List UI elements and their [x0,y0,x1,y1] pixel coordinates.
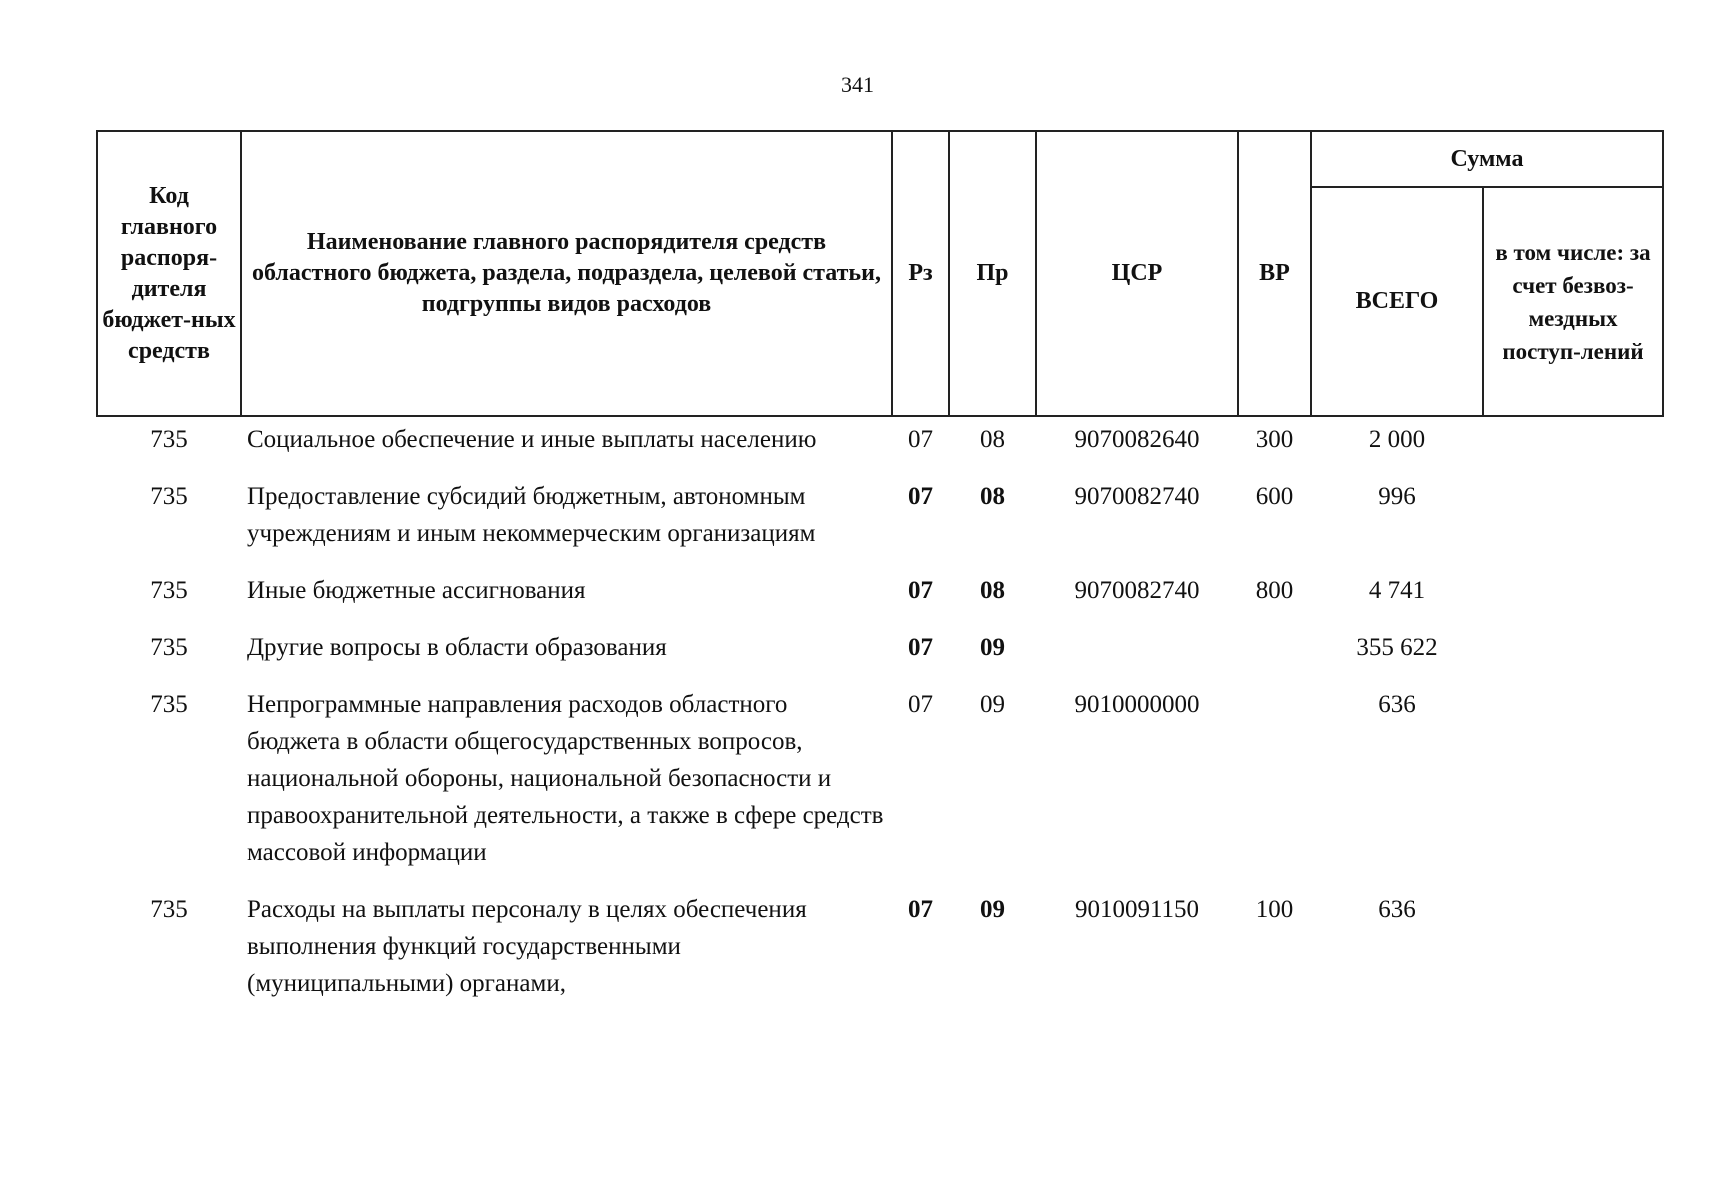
cell-pr: 08 [980,426,1005,453]
table-row [97,572,1663,629]
cell-vr [1238,629,1311,686]
cell-total: 636 [1378,691,1416,718]
table-row [97,416,1663,478]
cell-pr: 08 [980,577,1005,604]
header-sum: Сумма [1311,131,1663,187]
header-name: Наименование главного распорядителя средств областного бюджета, раздела, подраздела, целевой статьи, подгруппы видов расходов [241,131,892,416]
cell-name: Другие вопросы в области образования [247,634,667,661]
cell-grants [1483,629,1663,686]
cell-csr: 9010091150 [1074,896,1200,923]
cell-name: Иные бюджетные ассигнования [247,577,586,604]
cell-pr: 09 [980,634,1005,661]
cell-grants [1483,686,1663,891]
header-row-top [97,131,1663,187]
table-row [97,891,1663,1022]
cell-code: 735 [150,577,188,604]
cell-total: 636 [1378,896,1416,923]
cell-total: 355 622 [1356,634,1438,661]
cell-vr: 300 [1255,426,1294,453]
cell-total: 4 741 [1368,577,1426,604]
header-rz: Рз [892,131,949,416]
cell-pr: 09 [980,691,1005,718]
cell-csr [1036,629,1238,686]
cell-code: 735 [150,483,188,510]
budget-table [96,130,1664,1022]
cell-vr [1238,686,1311,891]
cell-name: Предоставление субсидий бюджетным, автономным учреждениям и иным некоммерческим организациям [247,483,816,547]
cell-name: Непрограммные направления расходов областного бюджета в области общегосударственных вопросов, национальной обороны, национальной безопасности и правоохранительной деятельности, а также в сфере средств массовой информации [247,691,884,866]
cell-rz: 07 [908,577,933,604]
cell-grants [1483,572,1663,629]
header-vr: ВР [1238,131,1311,416]
cell-pr: 09 [980,896,1005,923]
cell-total: 2 000 [1368,426,1426,453]
cell-code: 735 [150,896,188,923]
page-number: 341 [841,72,874,97]
cell-rz: 07 [908,691,933,718]
header-grants: в том числе: за счет безвоз-мездных поступ-лений [1483,187,1663,416]
cell-csr: 9070082740 [1074,483,1200,510]
header-pr: Пр [949,131,1036,416]
cell-grants [1483,416,1663,478]
cell-name: Социальное обеспечение и иные выплаты населению [247,426,817,453]
header-csr: ЦСР [1036,131,1238,416]
cell-rz: 07 [908,483,933,510]
cell-grants [1483,891,1663,1022]
cell-csr: 9010000000 [1074,691,1200,718]
cell-rz: 07 [908,896,933,923]
cell-code: 735 [150,426,188,453]
cell-grants [1483,478,1663,572]
cell-rz: 07 [908,634,933,661]
cell-total: 996 [1378,483,1416,510]
cell-vr: 100 [1255,896,1294,923]
cell-code: 735 [150,634,188,661]
cell-vr: 800 [1255,577,1294,604]
header-total: ВСЕГО [1311,187,1483,416]
cell-vr: 600 [1255,483,1294,510]
table-row [97,478,1663,572]
cell-rz: 07 [908,426,933,453]
header-code: Код главного распоря-дителя бюджет-ных средств [97,131,241,416]
cell-csr: 9070082740 [1074,577,1200,604]
cell-pr: 08 [980,483,1005,510]
table-row [97,686,1663,891]
cell-csr: 9070082640 [1074,426,1200,453]
cell-code: 735 [150,691,188,718]
table-row [97,629,1663,686]
cell-name: Расходы на выплаты персоналу в целях обеспечения выполнения функций государственными (муниципальными) органами, [247,896,807,997]
